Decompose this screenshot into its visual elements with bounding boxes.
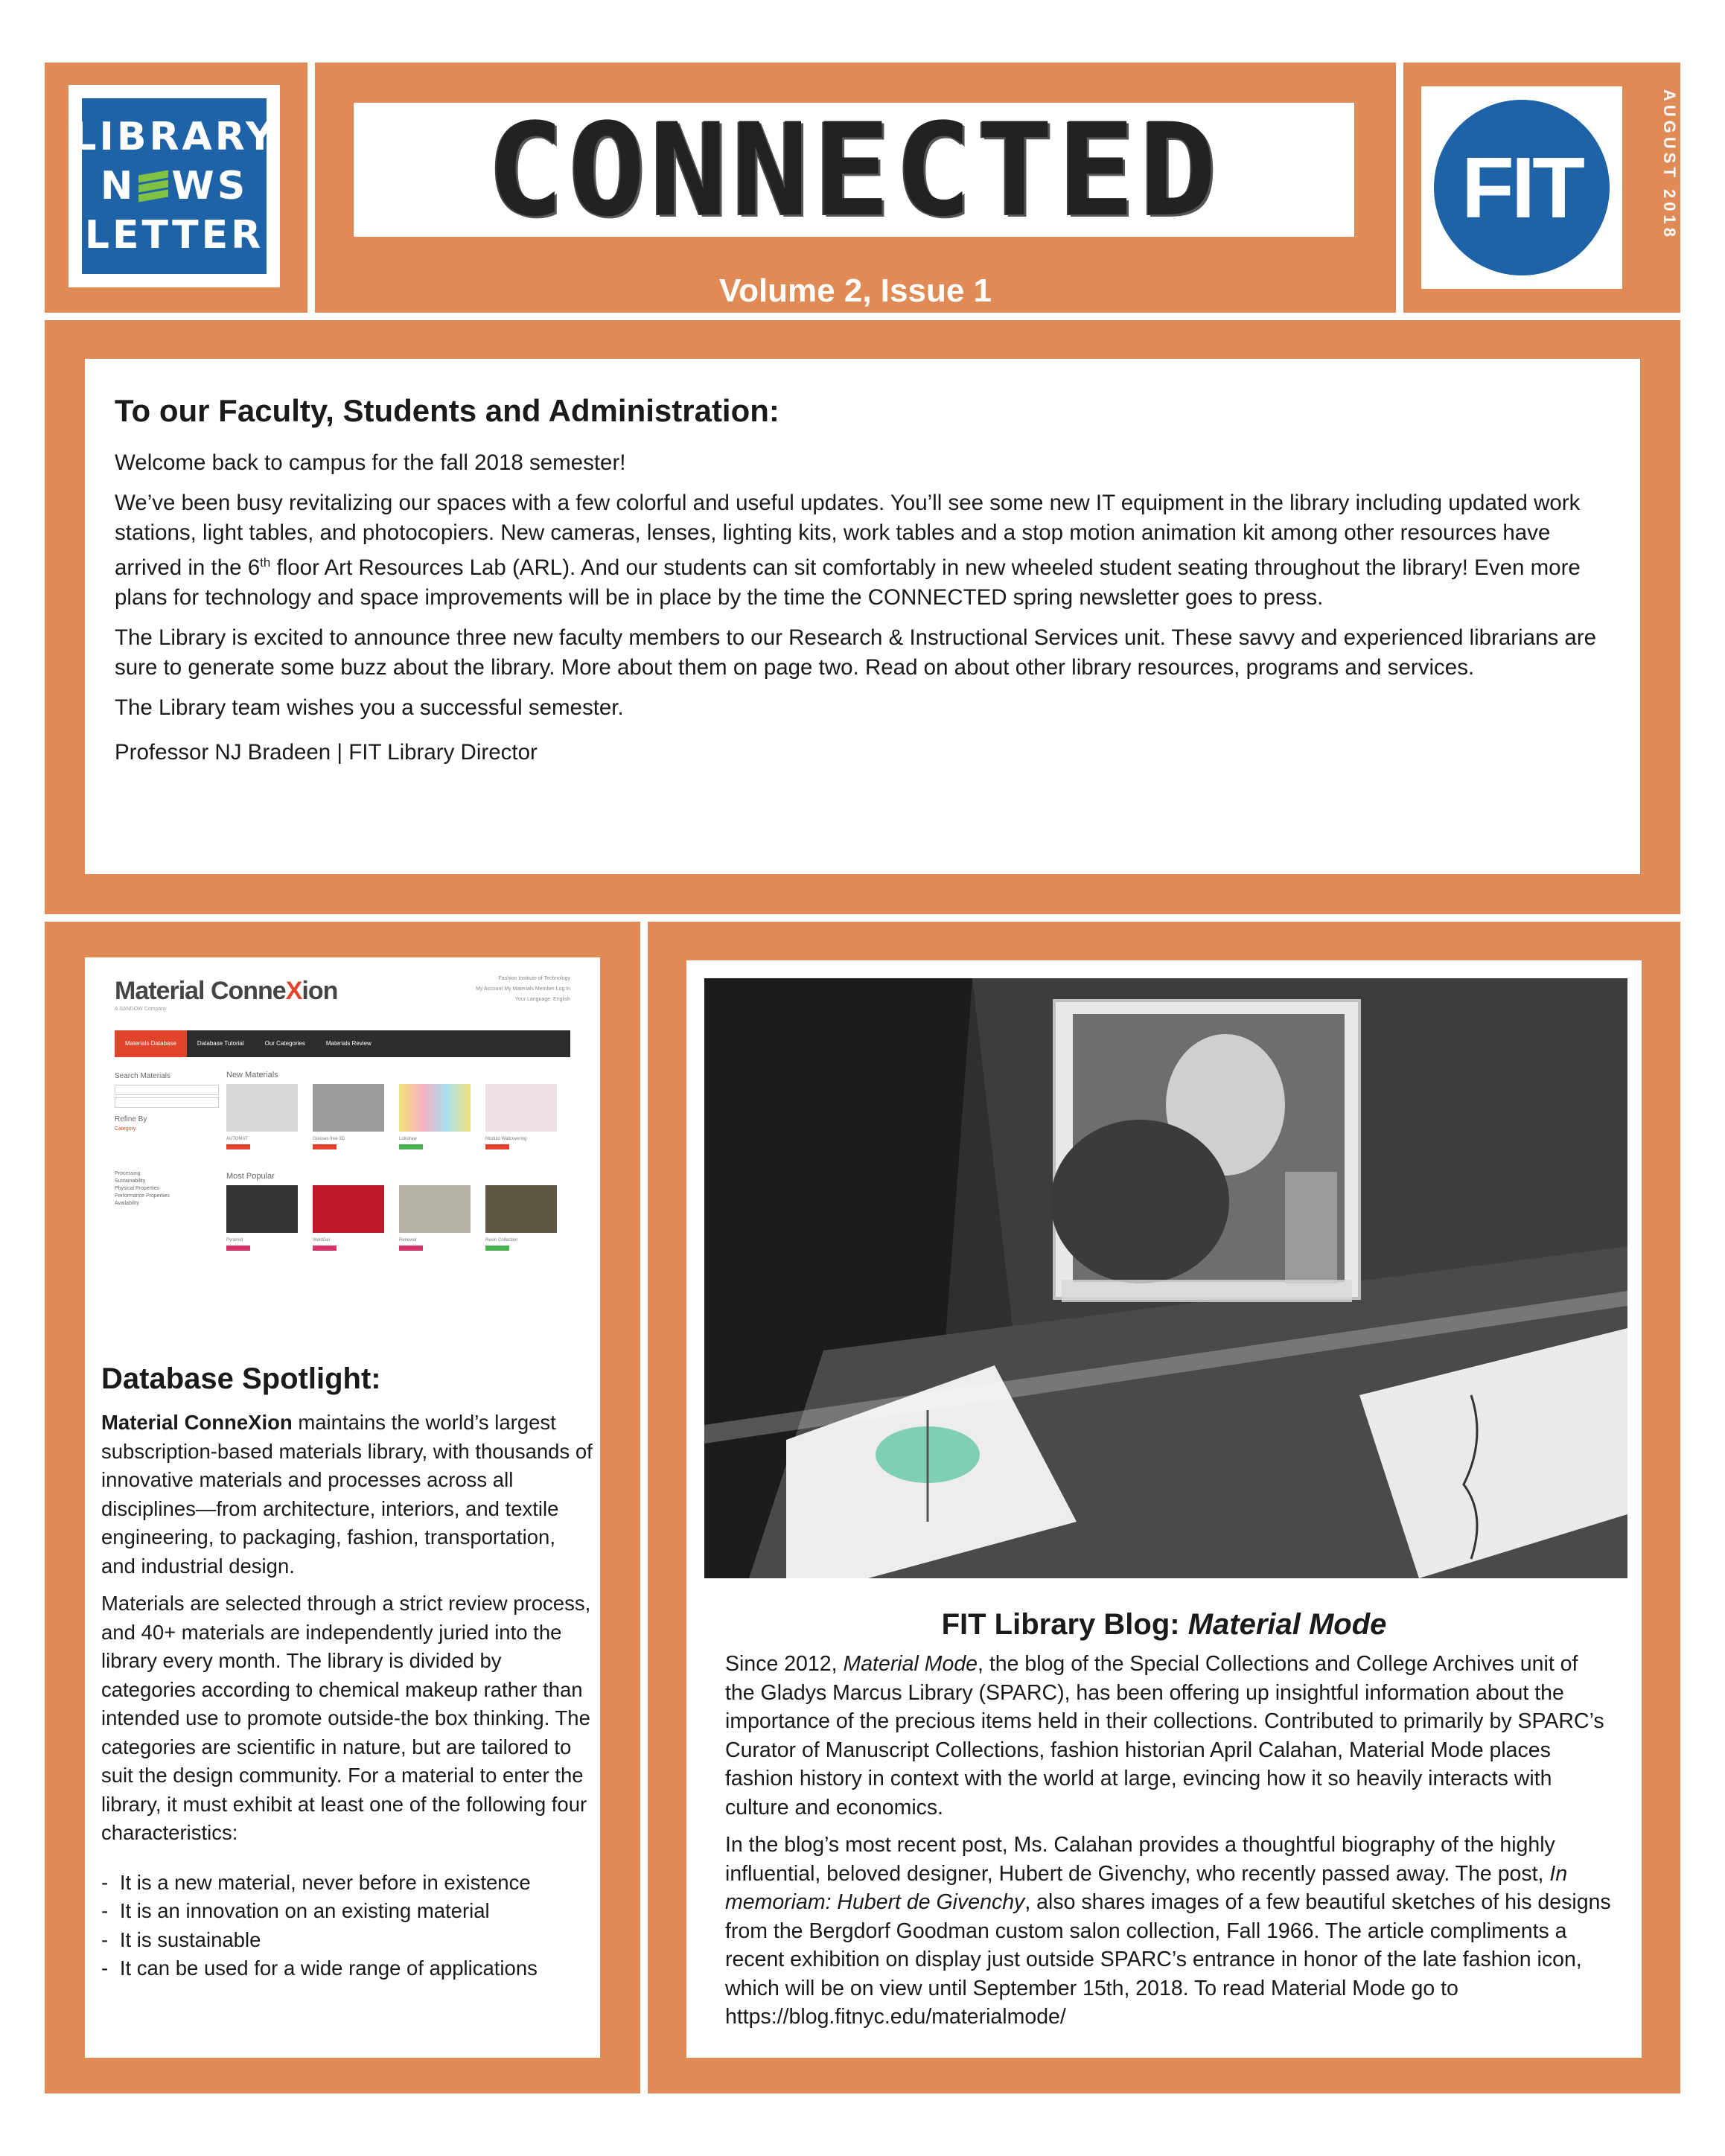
welcome-paragraph: We’ve been busy revitalizing our spaces with a few colorful and useful updates. You’ll see some new IT equipment in the library including updated work stations, light tables, and photocopiers. New cameras, lenses, lighting kits, work tables and a stop motion animation kit among other resources have arrived in the 6th floor Art Resources Lab (ARL). And our students can sit comfortably in new wheeled student seating throughout the library! Even more plans for technology and space improvements will be in place by the time the CONNECTED spring newsletter goes to press.: [115, 491, 1581, 610]
list-item: - It is an innovation on an existing material: [101, 1897, 593, 1926]
material-thumb: Resin Collection: [485, 1185, 557, 1252]
welcome-paragraph: Welcome back to campus for the fall 2018 semester!: [115, 450, 626, 475]
material-thumb: Pyramid: [226, 1185, 298, 1252]
blog-section: [648, 922, 1680, 2093]
masthead-box: [354, 95, 1354, 245]
list-item: - It can be used for a wide range of applications: [101, 1954, 593, 1983]
material-thumb: AUTOMAT: [226, 1084, 298, 1151]
spotlight-paragraph: Material ConneXion maintains the world’s largest subscription-based materials library, with thousands of innovative materials and processes across all disciplines—from architecture, interiors, and textile engineering, to packaging, fashion, transportation, and industrial design.: [101, 1411, 593, 1578]
mc-filter-sidebar: Search Materials Refine By Category Processing Sustainability Physical Properties Performance Properties Availability: [115, 1071, 219, 1208]
nav-materials-database: Materials Database: [115, 1030, 187, 1057]
header-title-panel: [315, 63, 1396, 313]
welcome-section: [45, 320, 1680, 914]
material-connexion-screenshot: Material ConneXion A SANDOW Company Fashion Institute of Technology My Account My Materials Member Log In Your Language: English Materials Database Database Tutorial Our Categories Materials Review Search Materials Refine By Category Processing Sustainability Physical Properties Performance Properties Availability New Materials AUTOMAT Glasses free 3D Lolistraw Modulo Wallcovering Most Popular Pyramid WeldGel Renewal Resin Collection: [115, 968, 570, 1340]
header-fit-panel: [1403, 63, 1680, 313]
material-thumb: Lolistraw: [399, 1084, 471, 1151]
mc-nav-bar: [115, 1030, 570, 1057]
library-newsletter-logo: LIBRARY N WS LETTER: [82, 98, 267, 274]
account-links: Fashion Institute of Technology My Account My Materials Member Log In Your Language: English: [476, 976, 570, 1002]
signature: Professor NJ Bradeen | FIT Library Director: [115, 739, 538, 765]
nav-database-tutorial: Database Tutorial: [197, 1040, 244, 1047]
material-connexion-logo: Material ConneXion: [115, 977, 338, 1005]
newsletter-logo-frame: [68, 85, 280, 287]
welcome-heading: To our Faculty, Students and Administration:: [115, 393, 779, 428]
blog-body: [725, 1650, 1611, 2041]
spotlight-body: [101, 1409, 593, 1983]
material-thumb: WeldGel: [313, 1185, 384, 1252]
database-spotlight-box: [85, 957, 600, 2058]
list-item: - It is a new material, never before in existence: [101, 1869, 593, 1898]
fit-logo-frame: [1421, 86, 1622, 289]
blog-heading: FIT Library Blog: Material Mode: [941, 1608, 1387, 1641]
material-thumb: Renewal: [399, 1185, 471, 1252]
welcome-paragraph: The Library team wishes you a successful semester.: [115, 695, 624, 720]
header-logo-panel: [45, 63, 307, 313]
welcome-paragraph: The Library is excited to announce three new faculty members to our Research & Instructional Services unit. These savvy and experienced librarians are sure to generate some buzz about the library. More about them on page two. Read on about other library resources, programs and services.: [115, 625, 1597, 680]
masthead-title: CONNECTED: [487, 95, 1221, 245]
material-thumb: Modulo Wallcovering: [485, 1084, 557, 1151]
blog-box: [686, 960, 1642, 2058]
nav-materials-review: Materials Review: [325, 1040, 372, 1047]
exhibit-case-image: [704, 978, 1627, 1578]
welcome-letter: [85, 359, 1640, 874]
list-item: - It is sustainable: [101, 1926, 593, 1955]
givenchy-exhibit-photo: [704, 978, 1627, 1578]
database-spotlight-section: [45, 922, 640, 2093]
spotlight-heading: Database Spotlight:: [101, 1362, 381, 1395]
book-stack-icon: [138, 170, 168, 202]
nav-our-categories: Our Categories: [264, 1040, 305, 1047]
mc-materials-grid: New Materials AUTOMAT Glasses free 3D Lolistraw Modulo Wallcovering Most Popular Pyramid WeldGel Renewal Resin Collection: [226, 1071, 561, 1273]
spotlight-paragraph: Materials are selected through a strict review process, and 40+ materials are independently juried into the library every month. The library is divided by categories according to chemical makeup rather than intended use to promote outside-the box thinking. The categories are scientific in nature, but are tailored to suit the design community. For a material to enter the library, it must exhibit at least one of the following four characteristics:: [101, 1592, 591, 1844]
volume-issue: Volume 2, Issue 1: [718, 272, 992, 309]
blog-paragraph: Since 2012, Material Mode, the blog of the Special Collections and College Archives unit of the Gladys Marcus Library (SPARC), has been offering up insightful information about the importance of the precious items held in their collections. Contributed to primarily by SPARC’s Curator of Manuscript Collections, fashion historian April Calahan, Material Mode places fashion history in context with the world at large, evincing how it so heavily interacts with culture and economics.: [725, 1652, 1604, 1819]
blog-paragraph: In the blog’s most recent post, Ms. Calahan provides a thoughtful biography of the highly influential, beloved designer, Hubert de Givenchy, who recently passed away. The post, In memoriam: Hubert de Givenchy, also shares images of a few beautiful sketches of his designs from the Bergdorf Goodman custom salon collection, Fall 1966. The article compliments a recent exhibition on display just outside SPARC’s entrance in honor of the late fashion icon, which will be on view until September 15th, 2018. To read Material Mode go to https://blog.fitnyc.edu/materialmode/: [725, 1833, 1611, 2029]
material-thumb: Glasses free 3D: [313, 1084, 384, 1151]
issue-date: AUGUST 2018: [1660, 89, 1679, 240]
characteristics-list: [101, 1869, 593, 1983]
fit-logo: FIT: [1434, 100, 1610, 275]
